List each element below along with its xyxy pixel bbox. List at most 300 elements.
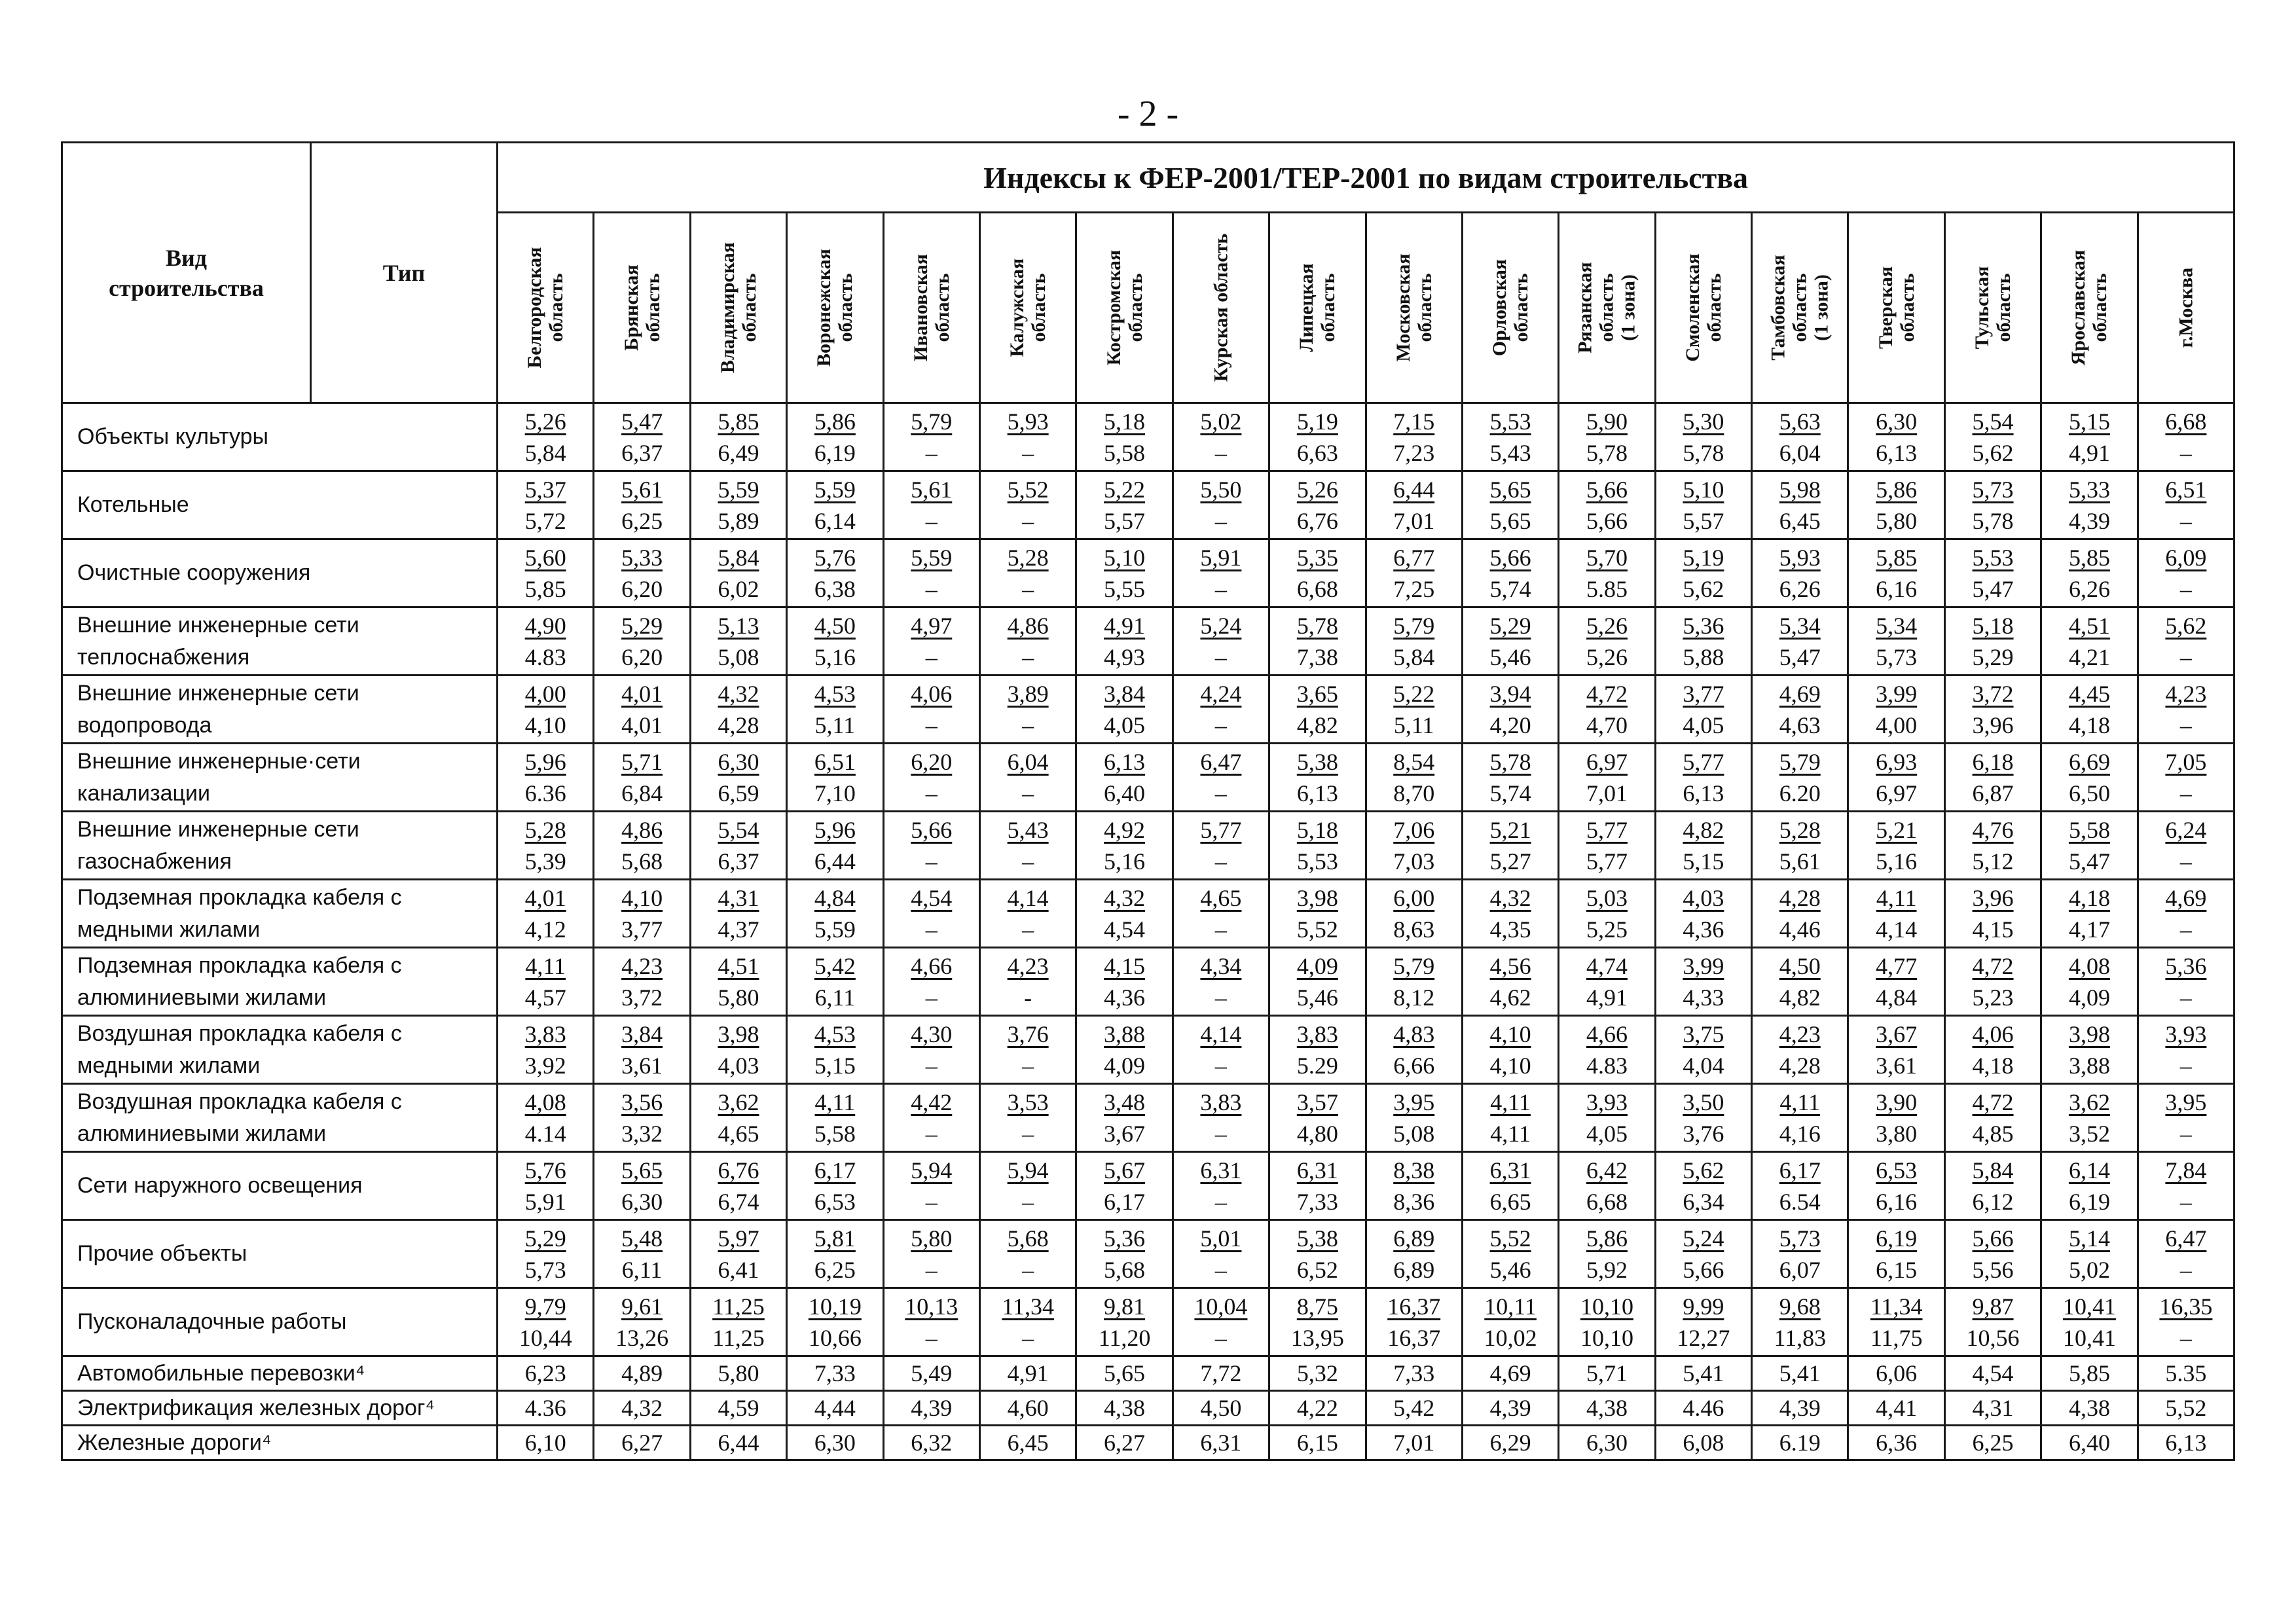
index-value-top: 6,76 <box>718 1157 759 1183</box>
value-cell <box>787 403 883 471</box>
index-value: 5,32 <box>1269 1356 1366 1391</box>
index-value-bottom: 5,57 <box>1683 507 1724 534</box>
index-value-top: 4,10 <box>1489 1020 1531 1047</box>
index-value-top: 8,38 <box>1393 1157 1435 1183</box>
index-value-bottom: 4,05 <box>1104 712 1146 738</box>
index-value-top: 3,83 <box>524 1020 566 1047</box>
index-value: 4,22 <box>1269 1391 1366 1426</box>
index-value-bottom: 10,10 <box>1580 1324 1633 1351</box>
index-value: 6,08 <box>1655 1426 1751 1460</box>
index-value-bottom: 6,02 <box>718 575 759 602</box>
value-cell <box>1076 676 1173 744</box>
index-value-top: 5,67 <box>1104 1157 1146 1183</box>
index-value-top: 4,08 <box>524 1089 566 1115</box>
region-header-label: Брянская область <box>620 264 664 351</box>
index-value: 6,27 <box>1076 1426 1173 1460</box>
region-header <box>1462 213 1558 403</box>
index-value-top: 6,19 <box>1876 1225 1918 1252</box>
index-value-top: 5,29 <box>1489 612 1531 639</box>
region-header <box>2138 213 2234 403</box>
index-value-top: 5,21 <box>1876 816 1918 843</box>
index-value-bottom: 5,61 <box>1779 848 1821 875</box>
index-value-bottom: 7,33 <box>1296 1188 1338 1215</box>
table-row <box>62 812 2234 880</box>
index-value-top: 3,84 <box>1104 680 1146 707</box>
index-value-bottom: 6,66 <box>1393 1052 1435 1079</box>
index-value-top: 3,96 <box>1972 884 2014 911</box>
value-cell <box>1848 403 1944 471</box>
index-value-bottom: – <box>2179 439 2192 466</box>
index-value-bottom: 6,59 <box>718 780 759 806</box>
value-cell <box>498 948 594 1016</box>
value-cell <box>1655 676 1751 744</box>
index-value-top: 6,42 <box>1586 1157 1628 1183</box>
index-value: 5,49 <box>883 1356 979 1391</box>
index-value-bottom: 4,16 <box>1779 1120 1821 1147</box>
index-value-bottom: 5,16 <box>1876 848 1918 875</box>
index-value-bottom: – <box>925 1256 938 1283</box>
value-cell <box>1366 812 1462 880</box>
index-value-bottom: 5,68 <box>1104 1256 1146 1283</box>
value-cell <box>1752 812 1848 880</box>
index-value-bottom: 3,92 <box>524 1052 566 1079</box>
value-cell <box>979 1288 1076 1356</box>
row-label: Электрификация железных дорог⁴ <box>62 1391 498 1426</box>
index-value-top: 4,82 <box>1683 816 1724 843</box>
value-cell <box>2041 539 2138 607</box>
index-value-bottom: 5,57 <box>1104 507 1146 534</box>
index-value-top: 5,59 <box>911 544 953 571</box>
index-value: 5,41 <box>1655 1356 1751 1391</box>
index-value-top: 10,13 <box>905 1293 958 1320</box>
value-cell <box>2041 744 2138 812</box>
index-value-top: 5,29 <box>621 612 663 639</box>
index-value-bottom: 6,87 <box>1972 780 2014 806</box>
value-cell <box>1462 1152 1558 1220</box>
index-value-top: 6,04 <box>1007 748 1049 775</box>
index-value-top: 5,37 <box>524 476 566 503</box>
index-value-top: 5,76 <box>814 544 856 571</box>
value-cell <box>1848 744 1944 812</box>
index-value-top: 5,66 <box>911 816 953 843</box>
index-value-top: 3,95 <box>2165 1089 2207 1115</box>
index-value-bottom: 4,10 <box>1489 1052 1531 1079</box>
index-value: 4,89 <box>594 1356 690 1391</box>
table-row <box>62 1426 2234 1460</box>
value-cell <box>883 676 979 744</box>
index-value-top: 5,14 <box>2068 1225 2110 1252</box>
index-value-top: 5,84 <box>718 544 759 571</box>
value-cell <box>787 471 883 539</box>
value-cell <box>883 1220 979 1288</box>
index-value-top: 5,02 <box>1200 408 1242 435</box>
value-cell <box>1559 812 1655 880</box>
index-value-bottom: – <box>1022 1188 1034 1215</box>
value-cell <box>2041 880 2138 948</box>
index-value-top: 4,18 <box>2068 884 2110 911</box>
value-cell <box>979 471 1076 539</box>
index-value: 4.46 <box>1655 1391 1751 1426</box>
value-cell <box>1655 812 1751 880</box>
value-cell <box>2041 403 2138 471</box>
index-value-top: 9,79 <box>524 1293 566 1320</box>
index-value-bottom: 5,59 <box>814 916 856 943</box>
index-value: 4,38 <box>1559 1391 1655 1426</box>
index-value-top: 6,09 <box>2165 544 2207 571</box>
index-value-bottom: – <box>925 1188 938 1215</box>
index-value-top: 3,93 <box>1586 1089 1628 1115</box>
index-value: 4,32 <box>594 1391 690 1426</box>
index-value-bottom: 5,15 <box>1683 848 1724 875</box>
value-cell <box>1076 539 1173 607</box>
region-header-label: Смоленская область <box>1681 253 1725 362</box>
index-value-bottom: 6,84 <box>621 780 663 806</box>
index-value: 6,27 <box>594 1426 690 1460</box>
index-value-top: 4,11 <box>525 952 566 979</box>
column-header-tip: Тип <box>311 143 498 403</box>
index-value-bottom: 3,61 <box>621 1052 663 1079</box>
index-value-bottom: 5,46 <box>1296 984 1338 1011</box>
index-value-top: 4,23 <box>1779 1020 1821 1047</box>
index-value-bottom: 3,76 <box>1683 1120 1724 1147</box>
index-value-bottom: 5,53 <box>1296 848 1338 875</box>
index-value-bottom: – <box>1214 643 1227 670</box>
index-value-top: 5,03 <box>1586 884 1628 911</box>
index-value-top: 4,54 <box>911 884 953 911</box>
index-value-top: 5,18 <box>1296 816 1338 843</box>
row-label: Воздушная прокладка кабеля с медными жилами <box>62 1016 498 1084</box>
index-value-bottom: 5,91 <box>524 1188 566 1215</box>
value-cell <box>1752 1152 1848 1220</box>
index-value-top: 5,36 <box>2165 952 2207 979</box>
index-value-top: 5,26 <box>1586 612 1628 639</box>
index-value-top: 6,47 <box>1200 748 1242 775</box>
index-value-bottom: 5,85 <box>524 575 566 602</box>
value-cell <box>1173 1220 1269 1288</box>
value-cell <box>1462 1016 1558 1084</box>
index-value: 4,69 <box>1462 1356 1558 1391</box>
index-value-bottom: 6.36 <box>524 780 566 806</box>
index-value-top: 5,77 <box>1683 748 1724 775</box>
index-value-top: 5,96 <box>814 816 856 843</box>
index-value-top: 9,87 <box>1972 1293 2014 1320</box>
value-cell <box>1462 1288 1558 1356</box>
index-value-bottom: 6,68 <box>1296 575 1338 602</box>
table-row <box>62 676 2234 744</box>
index-value: 4,31 <box>1944 1391 2041 1426</box>
value-cell <box>1366 1288 1462 1356</box>
index-value-top: 10,10 <box>1580 1293 1633 1320</box>
index-value-top: 6,68 <box>2165 408 2207 435</box>
index-value-top: 10,19 <box>808 1293 862 1320</box>
value-cell <box>1655 607 1751 676</box>
index-value-bottom: 4,80 <box>1296 1120 1338 1147</box>
value-cell <box>1366 471 1462 539</box>
value-cell <box>1655 744 1751 812</box>
index-value-bottom: 6,50 <box>2068 780 2110 806</box>
index-value-top: 5,65 <box>621 1157 663 1183</box>
index-value: 4,44 <box>787 1391 883 1426</box>
index-value-bottom: 5,47 <box>1972 575 2014 602</box>
table-row <box>62 1288 2234 1356</box>
row-label: Объекты культуры <box>62 403 498 471</box>
value-cell <box>690 1220 786 1288</box>
index-value-bottom: – <box>925 984 938 1011</box>
index-value: 6,06 <box>1848 1356 1944 1391</box>
index-value-top: 3,75 <box>1683 1020 1724 1047</box>
value-cell <box>2138 1288 2234 1356</box>
index-value-bottom: – <box>1022 712 1034 738</box>
value-cell <box>690 1016 786 1084</box>
index-value-top: 5,63 <box>1779 408 1821 435</box>
value-cell <box>1269 676 1366 744</box>
index-value: 7,33 <box>1366 1356 1462 1391</box>
index-value-bottom: 5,92 <box>1586 1256 1628 1283</box>
value-cell <box>1366 1220 1462 1288</box>
value-cell <box>1462 607 1558 676</box>
value-cell <box>1944 948 2041 1016</box>
value-cell <box>1848 1220 1944 1288</box>
value-cell <box>594 1084 690 1152</box>
index-value-bottom: 5,52 <box>1296 916 1338 943</box>
index-value-bottom: 5,68 <box>621 848 663 875</box>
value-cell <box>1752 403 1848 471</box>
row-label: Внешние инженерные сети водопровода <box>62 676 498 744</box>
value-cell <box>498 880 594 948</box>
index-value: 4,54 <box>1944 1356 2041 1391</box>
index-value-bottom: 8,63 <box>1393 916 1435 943</box>
region-header-label: Курская область <box>1210 233 1232 382</box>
index-value-top: 5,66 <box>1586 476 1628 503</box>
value-cell <box>2041 948 2138 1016</box>
value-cell <box>883 812 979 880</box>
index-value-bottom: – <box>1214 439 1227 466</box>
index-value-bottom: 6,40 <box>1104 780 1146 806</box>
value-cell <box>2041 471 2138 539</box>
value-cell <box>2138 880 2234 948</box>
index-value-top: 6,89 <box>1393 1225 1435 1252</box>
index-value-bottom: 4,91 <box>2068 439 2110 466</box>
index-value-top: 5,13 <box>718 612 759 639</box>
value-cell <box>883 1016 979 1084</box>
value-cell <box>1944 1220 2041 1288</box>
value-cell <box>2041 1220 2138 1288</box>
value-cell <box>787 539 883 607</box>
value-cell <box>594 403 690 471</box>
index-value-top: 6,53 <box>1876 1157 1918 1183</box>
table-row <box>62 880 2234 948</box>
index-value-bottom: – <box>2179 643 2192 670</box>
value-cell <box>1655 403 1751 471</box>
region-header <box>1848 213 1944 403</box>
index-value-top: 4,24 <box>1200 680 1242 707</box>
index-value-bottom: 5,46 <box>1489 643 1531 670</box>
value-cell <box>1944 676 2041 744</box>
index-value-bottom: 4,85 <box>1972 1120 2014 1147</box>
value-cell <box>1269 948 1366 1016</box>
index-value-top: 5,62 <box>1683 1157 1724 1183</box>
value-cell <box>979 539 1076 607</box>
index-value-bottom: 4,33 <box>1683 984 1724 1011</box>
index-value-bottom: 6,17 <box>1104 1188 1146 1215</box>
value-cell <box>1752 1016 1848 1084</box>
index-value-top: 3,90 <box>1876 1089 1918 1115</box>
row-label: Воздушная прокладка кабеля с алюминиевыми жилами <box>62 1084 498 1152</box>
index-value-top: 6,30 <box>1876 408 1918 435</box>
value-cell <box>1944 471 2041 539</box>
value-cell <box>498 812 594 880</box>
region-header <box>2041 213 2138 403</box>
value-cell <box>1655 1288 1751 1356</box>
table-row <box>62 607 2234 676</box>
index-value-top: 4,53 <box>814 1020 856 1047</box>
index-value-bottom: 4,65 <box>718 1120 759 1147</box>
index-value-bottom: 4,15 <box>1972 916 2014 943</box>
index-value-bottom: 6,25 <box>814 1256 856 1283</box>
index-value-top: 3,50 <box>1683 1089 1724 1115</box>
index-value-top: 4,56 <box>1489 952 1531 979</box>
index-value-top: 5,19 <box>1683 544 1724 571</box>
index-value-top: 4,74 <box>1586 952 1628 979</box>
value-cell <box>1752 539 1848 607</box>
region-header <box>594 213 690 403</box>
index-value-top: 3,84 <box>621 1020 663 1047</box>
column-header-vid: Вид строительства <box>62 143 311 403</box>
value-cell <box>1944 812 2041 880</box>
index-value-bottom: 5,47 <box>1779 643 1821 670</box>
index-value: 4,39 <box>1462 1391 1558 1426</box>
index-value-top: 6,31 <box>1296 1157 1338 1183</box>
index-value-top: 4,10 <box>621 884 663 911</box>
value-cell <box>1848 1016 1944 1084</box>
index-value-top: 6,44 <box>1393 476 1435 503</box>
index-value-bottom: 4,54 <box>1104 916 1146 943</box>
value-cell <box>1173 1016 1269 1084</box>
index-value-top: 5,78 <box>1296 612 1338 639</box>
index-value-top: 6,93 <box>1876 748 1918 775</box>
index-value-bottom: 10,66 <box>808 1324 862 1351</box>
index-value-bottom: - <box>1024 984 1032 1011</box>
value-cell <box>1173 880 1269 948</box>
value-cell <box>690 880 786 948</box>
index-value: 6,23 <box>498 1356 594 1391</box>
index-value-top: 4,84 <box>814 884 856 911</box>
index-value-bottom: 5,08 <box>718 643 759 670</box>
index-value-bottom: 5,65 <box>1489 507 1531 534</box>
index-value-bottom: 10,41 <box>2062 1324 2116 1351</box>
index-value-bottom: 4,57 <box>524 984 566 1011</box>
value-cell <box>594 1288 690 1356</box>
index-value-top: 4,83 <box>1393 1020 1435 1047</box>
index-value-top: 5,24 <box>1200 612 1242 639</box>
index-value-top: 3,98 <box>718 1020 759 1047</box>
value-cell <box>594 539 690 607</box>
value-cell <box>1269 1152 1366 1220</box>
value-cell <box>1269 403 1366 471</box>
value-cell <box>690 812 786 880</box>
value-cell <box>1559 880 1655 948</box>
value-cell <box>1173 948 1269 1016</box>
index-value-bottom: – <box>1022 1120 1034 1147</box>
index-value-top: 3,62 <box>2068 1089 2110 1115</box>
index-value-top: 4,53 <box>814 680 856 707</box>
index-value-bottom: – <box>925 643 938 670</box>
index-value-top: 5,24 <box>1683 1225 1724 1252</box>
index-value-bottom: 5,74 <box>1489 575 1531 602</box>
index-value-bottom: 5,58 <box>814 1120 856 1147</box>
value-cell <box>1752 607 1848 676</box>
value-cell <box>2138 812 2234 880</box>
index-value-bottom: – <box>1214 575 1227 602</box>
index-value-bottom: 5,25 <box>1586 916 1628 943</box>
index-value-top: 5,18 <box>1104 408 1146 435</box>
index-value-top: 5,33 <box>2068 476 2110 503</box>
row-label: Внешние инженерные сети теплоснабжения <box>62 607 498 676</box>
index-value-top: 4,06 <box>1972 1020 2014 1047</box>
value-cell <box>979 744 1076 812</box>
index-value-top: 5,93 <box>1007 408 1049 435</box>
index-value-top: 11,34 <box>1870 1293 1923 1320</box>
index-value-top: 5,34 <box>1876 612 1918 639</box>
value-cell <box>1559 948 1655 1016</box>
index-value-bottom: 6,26 <box>2068 575 2110 602</box>
index-value-bottom: 6,74 <box>718 1188 759 1215</box>
index-value-bottom: – <box>1022 507 1034 534</box>
index-value-top: 5,79 <box>911 408 953 435</box>
index-value-top: 4,50 <box>1779 952 1821 979</box>
index-value-bottom: 6,14 <box>814 507 856 534</box>
value-cell <box>1559 539 1655 607</box>
index-value-bottom: 6,13 <box>1296 780 1338 806</box>
value-cell <box>1173 471 1269 539</box>
value-cell <box>594 676 690 744</box>
index-value-top: 5,60 <box>524 544 566 571</box>
index-value-bottom: 6,37 <box>621 439 663 466</box>
value-cell <box>1655 880 1751 948</box>
index-value-top: 5,01 <box>1200 1225 1242 1252</box>
index-value-top: 5,94 <box>911 1157 953 1183</box>
index-value-bottom: 6,68 <box>1586 1188 1628 1215</box>
value-cell <box>2138 471 2234 539</box>
index-value-bottom: – <box>1214 916 1227 943</box>
index-value-bottom: 5,16 <box>814 643 856 670</box>
index-value-top: 5,28 <box>1779 816 1821 843</box>
value-cell <box>1076 1220 1173 1288</box>
value-cell <box>787 1288 883 1356</box>
index-value-top: 5,35 <box>1296 544 1338 571</box>
index-value-top: 11,34 <box>1002 1293 1054 1320</box>
index-value-top: 6,13 <box>1104 748 1146 775</box>
index-value-top: 5,28 <box>1007 544 1049 571</box>
value-cell <box>1173 539 1269 607</box>
index-value-top: 5,48 <box>621 1225 663 1252</box>
index-value-bottom: – <box>925 575 938 602</box>
value-cell <box>1752 880 1848 948</box>
index-value-top: 6,51 <box>814 748 856 775</box>
value-cell <box>787 1220 883 1288</box>
row-label: Внешние инженерные сети газоснабжения <box>62 812 498 880</box>
index-value-top: 5,36 <box>1683 612 1724 639</box>
index-value-bottom: 4,03 <box>718 1052 759 1079</box>
index-value-bottom: 5,73 <box>1876 643 1918 670</box>
index-value-top: 4,01 <box>524 884 566 911</box>
index-value-bottom: – <box>1022 1052 1034 1079</box>
index-value-bottom: – <box>925 507 938 534</box>
value-cell <box>594 880 690 948</box>
region-header-label: Московская область <box>1392 253 1436 362</box>
index-value-top: 4,66 <box>911 952 953 979</box>
index-value-top: 5,59 <box>814 476 856 503</box>
